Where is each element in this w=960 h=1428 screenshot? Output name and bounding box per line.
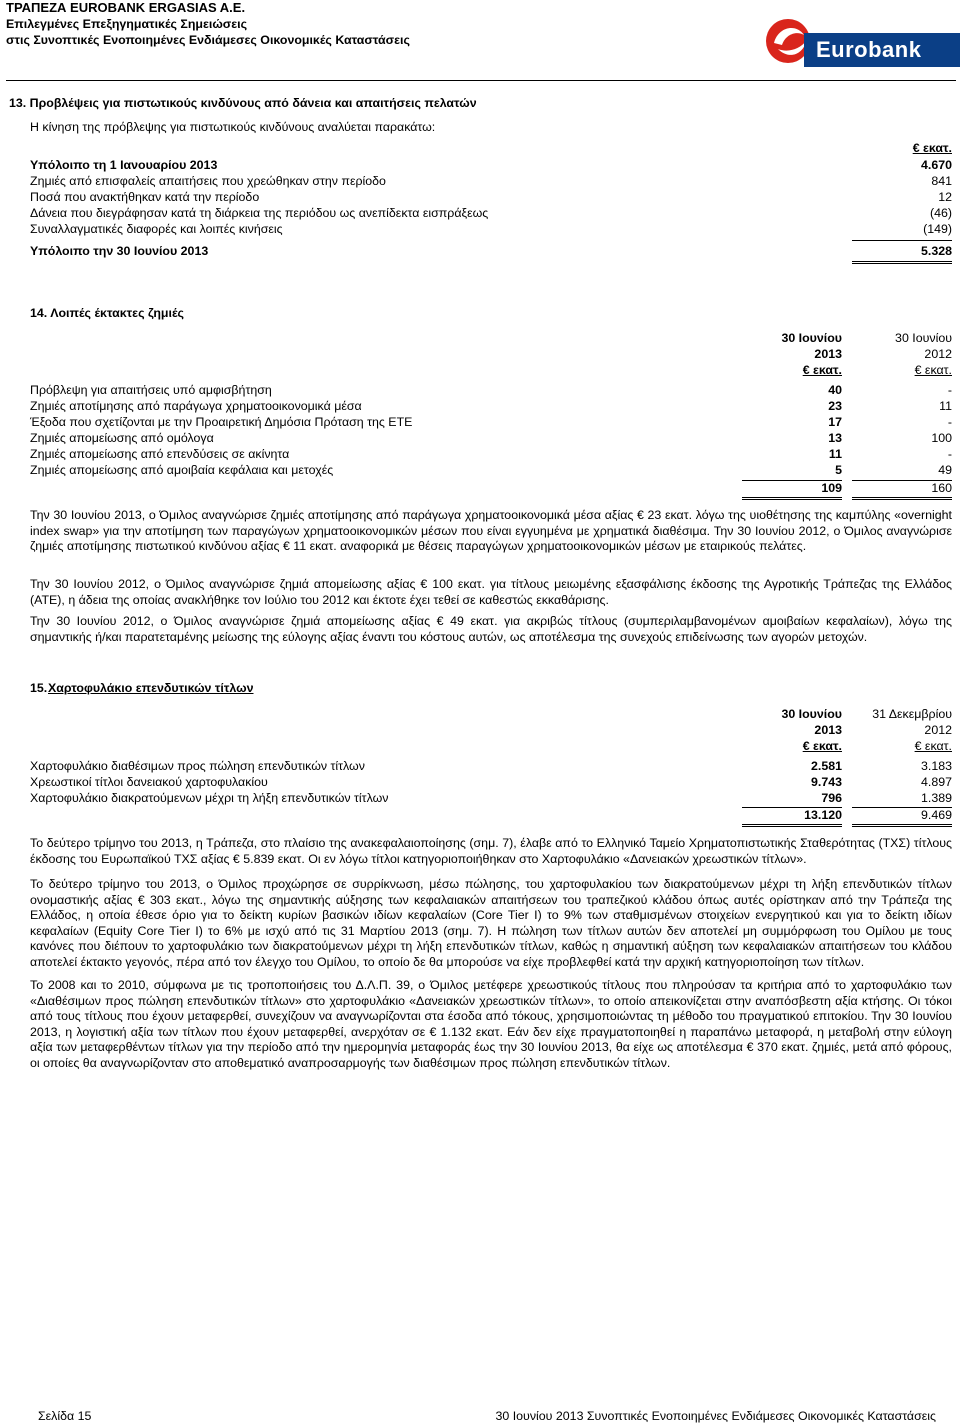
s13-title: 13. Προβλέψεις για πιστωτικούς κινδύνους από δάνεια και απαιτήσεις πελατών	[9, 96, 477, 110]
s15-paragraph: Το δεύτερο τρίμηνο του 2013, ο Όμιλος προχώρησε σε συρρίκνωση, μέσω πώλησης, του χαρτοφυλακίου των διακρατούμενων μέχρι τη λήξη επενδυτικών τίτλων ονομαστικής αξίας € 303 εκατ., λόγω της σημαντικής αύξησης των κεφαλαιακών απαιτήσεων του τραπεζικού κλάδου όπως αυτές ορίστηκαν από την Τράπεζα της Ελλάδος, η οποία έθεσε όριο για το δείκτη κυρίων βασικών ιδίων κεφαλαίων (Core Tier I) το 9% των σταθμισμένων στοιχείων ενεργητικού και για το δείκτη ιδίων κεφαλαίων (Equity Core Tier I) το 6% με ισχύ από τις 31 Μαρτίου 2013 (σημ. 7). Η πώληση των τίτλων αυτών δεν αποτελεί μη συμμόρφωση του Ομίλου με τους κανόνες που διέπουν το χαρτοφυλάκιο των διακρατούμενων μέχρι τη λήξη επενδυτικών τίτλων, καθώς η σημαντική αύξηση των κεφαλαιακών απαιτήσεων του κλάδου αποτελεί έκτακτο γεγονός, πέρα από τον έλεγχο του Ομίλου, το οποίο δε θα μπορούσε να είχε προβλεφθεί κατά την αρχική κατηγοριοποίηση των τίτλων.	[30, 877, 952, 969]
s15-row: Χαρτοφυλάκιο διακρατούμενων μέχρι τη λήξη επενδυτικών τίτλων 796 1.389	[30, 791, 952, 805]
header-rule	[6, 80, 956, 81]
s15-total-rule-1	[742, 824, 842, 827]
s13-row: Συναλλαγματικές διαφορές και λοιπές κινήσεις (149)	[30, 222, 952, 236]
s13-row: Ποσά που ανακτήθηκαν κατά την περίοδο 12	[30, 190, 952, 204]
header-subtitle-1: Επιλεγμένες Επεξηγηματικές Σημειώσεις	[6, 17, 248, 31]
s14-col1-header: 30 Ιουνίου 2013 € εκατ.	[781, 331, 842, 377]
footer-title: 30 Ιουνίου 2013 Συνοπτικές Ενοποιημένες Ενδιάμεσες Οικονομικές Καταστάσεις	[495, 1409, 936, 1423]
s14-row: Ζημιές απομείωσης από ομόλογα 13 100	[30, 431, 952, 445]
s13-row: Ζημιές από επισφαλείς απαιτήσεις που χρεώθηκαν στην περίοδο 841	[30, 174, 952, 188]
s14-paragraph: Την 30 Ιουνίου 2013, ο Όμιλος αναγνώρισε ζημιές αποτίμησης από παράγωγα χρηματοοικονομικά μέσα αξίας € 23 εκατ. λόγω της υιοθέτησης της καμπύλης «overnight index swap» για την αποτίμηση των παραγώγων χρηματοοικονομικών μέσων που είναι εγγυημένα με χρηματικά διαθέσιμα. Την 30 Ιουνίου 2012, ο Όμιλος αναγνώρισε ζημιές αποτίμησης πιστωτικού κινδύνου αξίας € 11 εκατ. αναφορικά με θέσεις παραγώγων χρηματοοικονομικών μέσων με εταιρικούς πελάτες.	[30, 508, 952, 554]
s15-total-row: 13.120 9.469	[804, 808, 952, 822]
s14-row: Ζημιές απομείωσης από αμοιβαία κεφάλαια και μετοχές 5 49	[30, 463, 952, 477]
s14-col2-header: 30 Ιουνίου 2012 € εκατ.	[895, 331, 952, 377]
s14-total-row: 109 160	[821, 481, 952, 495]
s15-number: 15.	[30, 681, 48, 695]
s13-total-rule	[852, 261, 952, 264]
s15-row: Χρεωστικοί τίτλοι δανειακού χαρτοφυλακίου 9.743 4.897	[30, 775, 952, 789]
s15-row: Χαρτοφυλάκιο διαθέσιμων προς πώληση επενδυτικών τίτλων 2.581 3.183	[30, 759, 952, 773]
s15-total-rule-2	[852, 824, 952, 827]
s13-intro: Η κίνηση της πρόβλεψης για πιστωτικούς κινδύνους αναλύεται παρακάτω:	[30, 120, 436, 134]
s13-row: Υπόλοιπο τη 1 Ιανουαρίου 2013 4.670	[30, 158, 952, 172]
header-subtitle-2: στις Συνοπτικές Ενοποιημένες Ενδιάμεσες Οικονομικές Καταστάσεις	[6, 33, 410, 47]
s13-closing-row: Υπόλοιπο την 30 Ιουνίου 2013 5.328	[30, 244, 952, 258]
s14-row: Έξοδα που σχετίζονται με την Προαιρετική Δημόσια Πρόταση της ΕΤΕ 17 -	[30, 415, 952, 429]
s13-subtotal-rule	[852, 240, 952, 241]
s14-paragraph: Την 30 Ιουνίου 2012, ο Όμιλος αναγνώρισε ζημιά απομείωσης αξίας € 100 εκατ. για τίτλους μειωμένης εξασφάλισης έκδοσης της Αγροτικής Τράπεζας της Ελλάδος (ΑΤΕ), η άδεια της οποίας ανακλήθηκε τον Ιούλιο του 2012 και έκτοτε έχει τεθεί σε καθεστώς εκκαθάρισης.	[30, 577, 952, 607]
s14-paragraph: Την 30 Ιουνίου 2012, ο Όμιλος αναγνώρισε ζημιά απομείωσης αξίας € 49 εκατ. για ακριβώς τίτλους (συμπεριλαμβανομένων αμοιβαίων κεφαλαίων), λόγω της σημαντικής ή/και παρατεταμένης μείωσης της εύλογης αξίας έναντι του κόστους αυτών, ως αποτέλεσμα της συνεχούς επιδείνωσης των αγορών μετοχών.	[30, 614, 952, 644]
bank-name: ΤΡΑΠΕΖΑ EUROBANK ERGASIAS A.E.	[6, 0, 246, 15]
s14-row: Ζημιές απομείωσης από επενδύσεις σε ακίνητα 11 -	[30, 447, 952, 461]
s14-total-rule-2	[852, 497, 952, 500]
s13-row: Δάνεια που διεγράφησαν κατά τη διάρκεια της περιόδου ως ανεπίδεκτα εισπράξεως (46)	[30, 206, 952, 220]
footer-page-number: Σελίδα 15	[38, 1409, 92, 1423]
s15-title: Χαρτοφυλάκιο επενδυτικών τίτλων	[48, 681, 254, 695]
s15-paragraph: Το δεύτερο τρίμηνο του 2013, η Τράπεζα, στο πλαίσιο της ανακεφαλαιοποίησης (σημ. 7), έλαβε από το Ελληνικό Ταμείο Χρηματοπιστωτικής Σταθερότητας (ΤΧΣ) τίτλους έκδοσης του Ευρωπαϊκού ΤΧΣ αξίας € 5.839 εκατ. Οι εν λόγω τίτλοι κατηγοριοποιήθηκαν στο Χαρτοφυλάκιο «Δανειακών χρεωστικών τίτλων».	[30, 836, 952, 866]
s15-col1-header: 30 Ιουνίου 2013 € εκατ.	[781, 707, 842, 753]
s15-paragraph: Το 2008 και το 2010, σύμφωνα με τις τροποποιήσεις του Δ.Λ.Π. 39, ο Όμιλος μετέφερε χρεωστικούς τίτλους που πληρούσαν τα κριτήρια από το χαρτοφυλάκιο των «Διαθέσιμων προς πώληση επενδυτικών τίτλων» στο χαρτοφυλάκιο «Δανειακών χρεωστικών τίτλων», το οποίο απεικονίζεται στην αναπόσβεστη αξία κτήσης. Οι τόκοι από τους τίτλους που έχουν μεταφερθεί, συνεχίζουν να αναγνωρίζονται στα έσοδα από τόκους, χρησιμοποιώντας τη μέθοδο του πραγματικού επιτοκίου. Την 30 Ιουνίου 2013, η λογιστική αξία των τίτλων που έχουν μεταφερθεί, ανερχόταν σε € 1.132 εκατ. Εάν δεν είχε πραγματοποιηθεί η παραπάνω μεταφορά, η μεταβολή στην εύλογη αξία των μεταφερθέντων τίτλων για την περίοδο από την ημερομηνία μεταφοράς έως την 30 Ιουνίου 2013, θα είχε ως αποτέλεσμα € 370 εκατ. ζημιές, μετά από φόρους, οι οποίες θα αναγνωρίζονταν στο αποθεματικό αναπροσαρμογής των διαθέσιμων προς πώληση επενδυτικών τίτλων.	[30, 978, 952, 1070]
eurobank-logo	[764, 13, 960, 69]
s14-total-rule-1	[742, 497, 842, 500]
logo-text: Eurobank	[816, 37, 922, 62]
s15-col2-header: 31 Δεκεμβρίου 2012 € εκατ.	[872, 707, 952, 753]
s14-row: Πρόβλεψη για απαιτήσεις υπό αμφισβήτηση 40 -	[30, 383, 952, 397]
s14-title: 14. Λοιπές έκτακτες ζημιές	[30, 306, 184, 320]
s13-unit: € εκατ.	[912, 141, 952, 155]
s14-row: Ζημιές αποτίμησης από παράγωγα χρηματοοικονομικά μέσα 23 11	[30, 399, 952, 413]
